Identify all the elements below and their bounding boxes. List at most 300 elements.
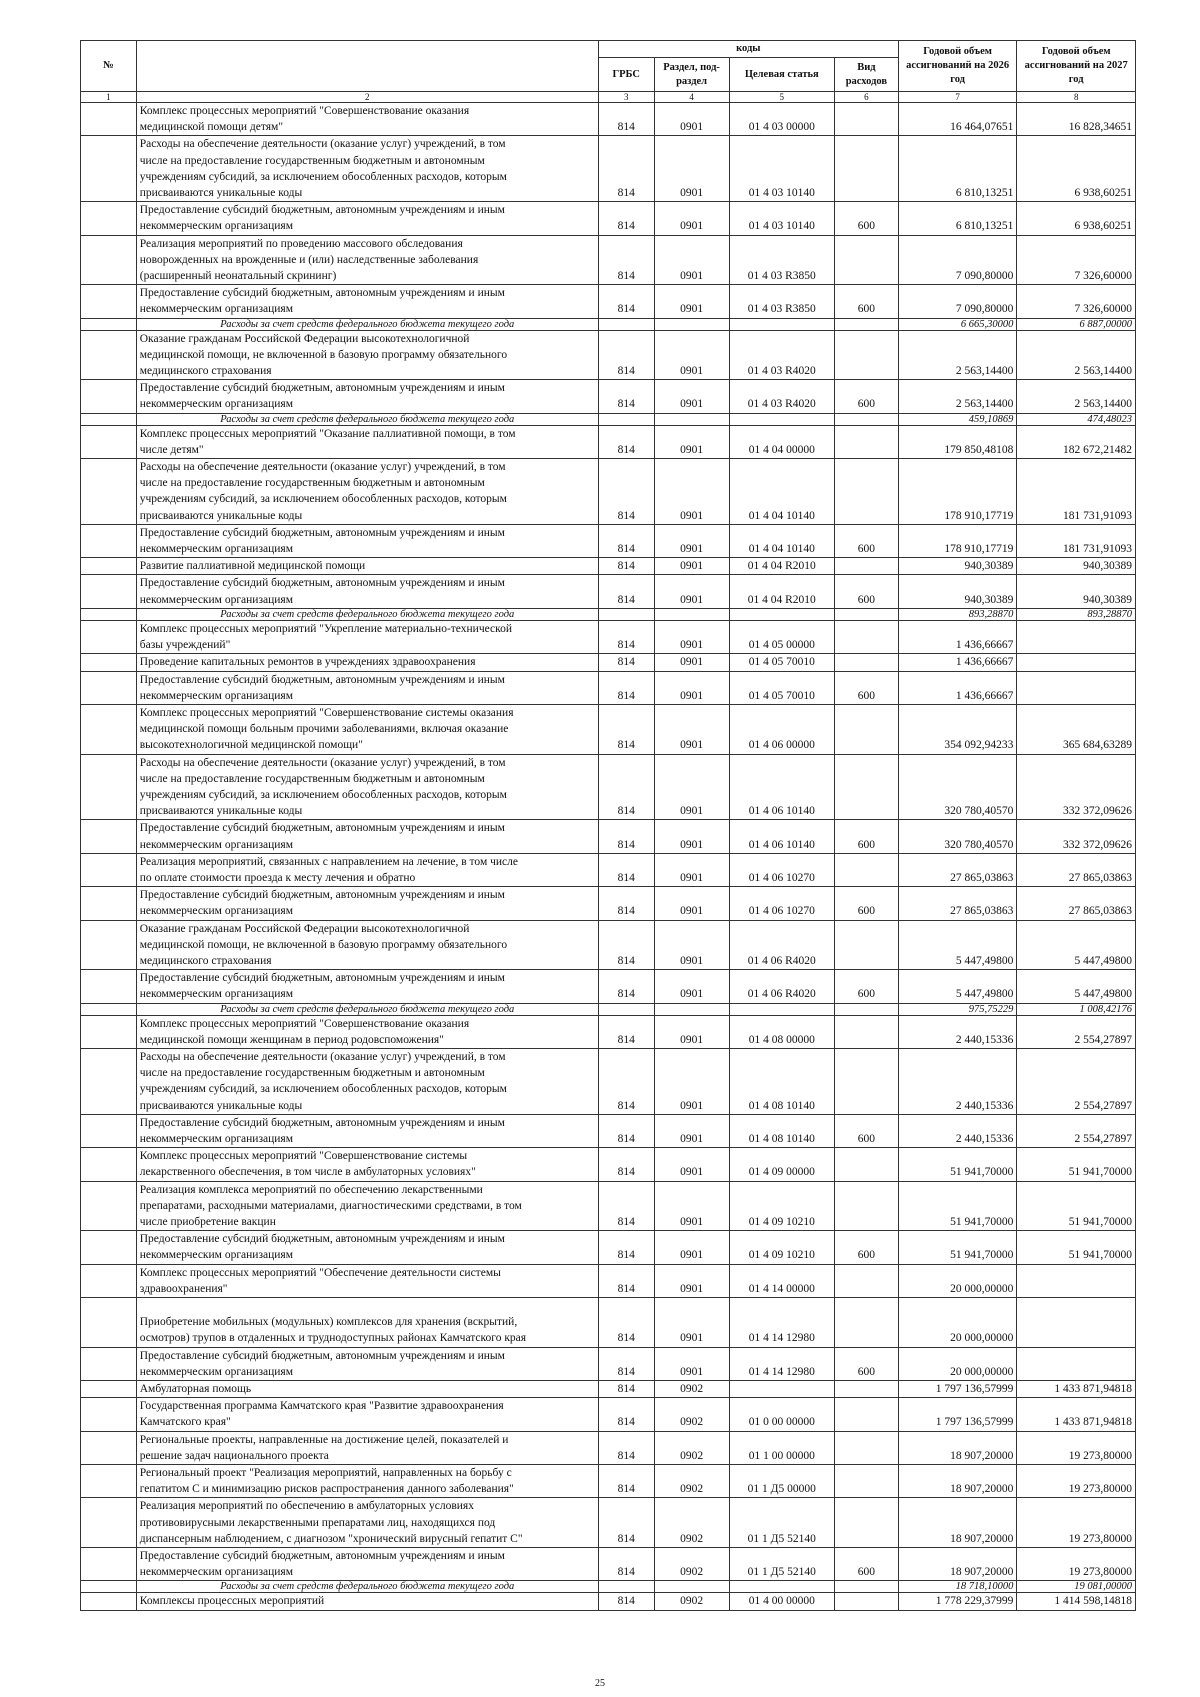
row-grbs-cell: 814 — [598, 1398, 654, 1431]
row-amount-2027-cell: 16 828,34651 — [1017, 103, 1136, 136]
row-number-cell — [81, 1581, 137, 1593]
row-amount-2027-cell: 51 941,70000 — [1017, 1148, 1136, 1181]
row-amount-2027-cell: 19 273,80000 — [1017, 1431, 1136, 1464]
row-grbs-cell: 814 — [598, 575, 654, 608]
table-row — [81, 704, 1136, 754]
row-amount-2027-cell: 332 372,09626 — [1017, 754, 1136, 820]
row-number-cell — [81, 920, 137, 970]
row-amount-2027-cell: 365 684,63289 — [1017, 704, 1136, 754]
header-2026: Годовой объем ассигнований на 2026 год — [898, 41, 1017, 92]
row-number-cell — [81, 887, 137, 920]
row-amount-2027-cell: 7 326,60000 — [1017, 285, 1136, 318]
row-section-cell: 0901 — [654, 558, 729, 575]
row-section-cell: 0901 — [654, 235, 729, 285]
row-amount-2026-cell: 179 850,48108 — [898, 425, 1017, 458]
row-name-cell: Комплекс процессных мероприятий "Совершенствование системы оказания медицинской помощи больным прочими заболеваниями, включая оказание высокотехнологичной медицинской помощи" — [136, 704, 598, 754]
row-number-cell — [81, 820, 137, 853]
row-amount-2026-cell: 18 907,20000 — [898, 1465, 1017, 1498]
row-target-cell: 01 4 06 R4020 — [729, 970, 834, 1003]
column-number: 3 — [598, 92, 654, 103]
row-target-cell: 01 4 06 10140 — [729, 754, 834, 820]
row-amount-2026-cell: 1 797 136,57999 — [898, 1398, 1017, 1431]
row-exp-type-cell — [834, 1465, 898, 1498]
row-name-cell: Предоставление субсидий бюджетным, автономным учреждениям и иным некоммерческим организациям — [136, 887, 598, 920]
row-grbs-cell: 814 — [598, 1465, 654, 1498]
row-section-cell: 0901 — [654, 380, 729, 413]
header-target: Целевая статья — [729, 58, 834, 92]
row-amount-2027-cell: 27 865,03863 — [1017, 853, 1136, 886]
row-grbs-cell: 814 — [598, 1231, 654, 1264]
row-name-cell: Государственная программа Камчатского края "Развитие здравоохранения Камчатского края" — [136, 1398, 598, 1431]
row-number-cell — [81, 1498, 137, 1548]
row-name-cell: Амбулаторная помощь — [136, 1381, 598, 1398]
row-name-cell: Реализация мероприятий, связанных с направлением на лечение, в том числе по оплате стоимости проезда к месту лечения и обратно — [136, 853, 598, 886]
row-target-cell: 01 1 00 00000 — [729, 1431, 834, 1464]
row-exp-type-cell — [834, 1498, 898, 1548]
row-amount-2026-cell: 5 447,49800 — [898, 920, 1017, 970]
row-target-cell: 01 4 05 00000 — [729, 620, 834, 653]
table-row — [81, 1264, 1136, 1297]
row-name-cell: Предоставление субсидий бюджетным, автономным учреждениям и иным некоммерческим организациям — [136, 1114, 598, 1147]
row-target-cell — [729, 1003, 834, 1015]
table-row — [81, 1114, 1136, 1147]
row-amount-2026-cell: 16 464,07651 — [898, 103, 1017, 136]
row-target-cell — [729, 608, 834, 620]
header-exp-type: Вид расходов — [834, 58, 898, 92]
row-name-cell: Предоставление субсидий бюджетным, автономным учреждениям и иным некоммерческим организациям — [136, 202, 598, 235]
row-amount-2027-cell — [1017, 654, 1136, 671]
row-name-cell: Расходы на обеспечение деятельности (оказание услуг) учреждений, в том числе на предоставление государственным бюджетным и автономным учреждениям субсидий, за исключением обособленных расходов, которым присваиваются уникальные коды — [136, 136, 598, 202]
row-grbs-cell: 814 — [598, 1114, 654, 1147]
row-section-cell: 0901 — [654, 1048, 729, 1114]
row-amount-2026-cell: 2 440,15336 — [898, 1048, 1017, 1114]
table-row — [81, 1015, 1136, 1048]
row-exp-type-cell — [834, 704, 898, 754]
row-number-cell — [81, 1593, 137, 1610]
row-amount-2026-cell: 27 865,03863 — [898, 887, 1017, 920]
row-amount-2026-cell: 2 563,14400 — [898, 330, 1017, 380]
row-exp-type-cell: 600 — [834, 380, 898, 413]
table-row — [81, 1181, 1136, 1231]
table-row — [81, 1465, 1136, 1498]
row-target-cell: 01 4 03 10140 — [729, 136, 834, 202]
row-target-cell: 01 4 03 R4020 — [729, 380, 834, 413]
table-row — [81, 1548, 1136, 1581]
row-exp-type-cell — [834, 1593, 898, 1610]
row-grbs-cell — [598, 1003, 654, 1015]
row-target-cell: 01 4 14 12980 — [729, 1298, 834, 1348]
row-name-cell: Предоставление субсидий бюджетным, автономным учреждениям и иным некоммерческим организациям — [136, 820, 598, 853]
row-amount-2026-cell: 1 778 229,37999 — [898, 1593, 1017, 1610]
row-name-cell: Предоставление субсидий бюджетным, автономным учреждениям и иным некоммерческим организациям — [136, 1347, 598, 1380]
column-number: 4 — [654, 92, 729, 103]
column-number: 1 — [81, 92, 137, 103]
row-name-cell: Расходы за счет средств федерального бюджета текущего года — [136, 413, 598, 425]
row-number-cell — [81, 103, 137, 136]
table-row — [81, 425, 1136, 458]
row-exp-type-cell: 600 — [834, 671, 898, 704]
row-number-cell — [81, 136, 137, 202]
row-target-cell: 01 4 06 00000 — [729, 704, 834, 754]
row-exp-type-cell: 600 — [834, 575, 898, 608]
row-target-cell: 01 0 00 00000 — [729, 1398, 834, 1431]
row-section-cell: 0901 — [654, 330, 729, 380]
row-number-cell — [81, 970, 137, 1003]
row-amount-2027-cell: 6 887,00000 — [1017, 318, 1136, 330]
row-number-cell — [81, 1431, 137, 1464]
row-grbs-cell: 814 — [598, 1593, 654, 1610]
row-name-cell: Расходы за счет средств федерального бюджета текущего года — [136, 1581, 598, 1593]
row-section-cell — [654, 413, 729, 425]
row-target-cell — [729, 318, 834, 330]
row-grbs-cell: 814 — [598, 459, 654, 525]
row-grbs-cell: 814 — [598, 1431, 654, 1464]
row-section-cell: 0901 — [654, 754, 729, 820]
row-amount-2026-cell: 18 718,10000 — [898, 1581, 1017, 1593]
row-name-cell: Предоставление субсидий бюджетным, автономным учреждениям и иным некоммерческим организациям — [136, 1548, 598, 1581]
table-row — [81, 887, 1136, 920]
row-amount-2026-cell: 178 910,17719 — [898, 459, 1017, 525]
row-exp-type-cell — [834, 608, 898, 620]
row-grbs-cell: 814 — [598, 1381, 654, 1398]
row-target-cell — [729, 413, 834, 425]
row-amount-2026-cell: 6 810,13251 — [898, 202, 1017, 235]
row-section-cell: 0901 — [654, 671, 729, 704]
row-grbs-cell: 814 — [598, 887, 654, 920]
row-amount-2026-cell: 1 797 136,57999 — [898, 1381, 1017, 1398]
budget-table — [80, 40, 1136, 1611]
row-name-cell: Региональные проекты, направленные на достижение целей, показателей и решение задач национального проекта — [136, 1431, 598, 1464]
row-number-cell — [81, 1181, 137, 1231]
row-target-cell: 01 4 14 00000 — [729, 1264, 834, 1297]
row-section-cell — [654, 1581, 729, 1593]
row-number-cell — [81, 1148, 137, 1181]
row-name-cell: Реализация мероприятий по обеспечению в амбулаторных условиях противовирусными лекарственными препаратами лиц, находящихся под диспансерным наблюдением, с диагнозом "хронический вирусный гепатит С" — [136, 1498, 598, 1548]
row-amount-2026-cell: 20 000,00000 — [898, 1264, 1017, 1297]
row-amount-2026-cell: 18 907,20000 — [898, 1431, 1017, 1464]
row-section-cell: 0901 — [654, 887, 729, 920]
row-amount-2027-cell: 1 008,42176 — [1017, 1003, 1136, 1015]
table-row — [81, 136, 1136, 202]
row-name-cell: Предоставление субсидий бюджетным, автономным учреждениям и иным некоммерческим организациям — [136, 380, 598, 413]
row-amount-2026-cell: 18 907,20000 — [898, 1548, 1017, 1581]
table-row — [81, 524, 1136, 557]
row-section-cell — [654, 1003, 729, 1015]
row-number-cell — [81, 380, 137, 413]
row-grbs-cell: 814 — [598, 704, 654, 754]
row-name-cell: Проведение капитальных ремонтов в учреждениях здравоохранения — [136, 654, 598, 671]
table-row — [81, 1431, 1136, 1464]
row-grbs-cell: 814 — [598, 235, 654, 285]
row-name-cell: Предоставление субсидий бюджетным, автономным учреждениям и иным некоммерческим организациям — [136, 671, 598, 704]
row-amount-2026-cell: 6 665,30000 — [898, 318, 1017, 330]
row-target-cell: 01 4 03 R3850 — [729, 235, 834, 285]
row-number-cell — [81, 1015, 137, 1048]
row-section-cell: 0901 — [654, 425, 729, 458]
row-exp-type-cell: 600 — [834, 1548, 898, 1581]
row-exp-type-cell — [834, 136, 898, 202]
row-exp-type-cell — [834, 459, 898, 525]
row-amount-2027-cell: 2 554,27897 — [1017, 1114, 1136, 1147]
row-name-cell: Оказание гражданам Российской Федерации высокотехнологичной медицинской помощи, не включенной в базовую программу обязательного медицинского страхования — [136, 330, 598, 380]
row-amount-2027-cell: 19 273,80000 — [1017, 1465, 1136, 1498]
row-target-cell: 01 4 14 12980 — [729, 1347, 834, 1380]
row-section-cell: 0902 — [654, 1465, 729, 1498]
row-exp-type-cell: 600 — [834, 820, 898, 853]
row-section-cell: 0901 — [654, 1015, 729, 1048]
row-section-cell: 0901 — [654, 853, 729, 886]
table-row — [81, 654, 1136, 671]
row-section-cell: 0901 — [654, 820, 729, 853]
row-number-cell — [81, 1548, 137, 1581]
row-number-cell — [81, 704, 137, 754]
row-number-cell — [81, 330, 137, 380]
row-amount-2026-cell: 27 865,03863 — [898, 853, 1017, 886]
header-section: Раздел, под-раздел — [654, 58, 729, 92]
row-exp-type-cell: 600 — [834, 1347, 898, 1380]
table-row — [81, 1498, 1136, 1548]
row-number-cell — [81, 671, 137, 704]
row-name-cell: Комплексы процессных мероприятий — [136, 1593, 598, 1610]
row-exp-type-cell — [834, 1148, 898, 1181]
row-name-cell: Расходы на обеспечение деятельности (оказание услуг) учреждений, в том числе на предоставление государственным бюджетным и автономным учреждениям субсидий, за исключением обособленных расходов, которым присваиваются уникальные коды — [136, 459, 598, 525]
row-grbs-cell: 814 — [598, 1015, 654, 1048]
row-name-cell: Комплекс процессных мероприятий "Обеспечение деятельности системы здравоохранения" — [136, 1264, 598, 1297]
row-name-cell: Комплекс процессных мероприятий "Совершенствование оказания медицинской помощи женщинам в период родовспоможения" — [136, 1015, 598, 1048]
row-exp-type-cell — [834, 754, 898, 820]
table-row — [81, 1398, 1136, 1431]
row-target-cell: 01 4 06 10140 — [729, 820, 834, 853]
row-amount-2026-cell: 459,10869 — [898, 413, 1017, 425]
row-number-cell — [81, 413, 137, 425]
row-target-cell: 01 4 04 R2010 — [729, 575, 834, 608]
column-number: 7 — [898, 92, 1017, 103]
row-grbs-cell: 814 — [598, 103, 654, 136]
row-grbs-cell: 814 — [598, 1181, 654, 1231]
row-number-cell — [81, 318, 137, 330]
table-row — [81, 380, 1136, 413]
row-target-cell: 01 4 03 10140 — [729, 202, 834, 235]
row-grbs-cell — [598, 318, 654, 330]
header-codes: коды — [598, 41, 898, 58]
row-number-cell — [81, 558, 137, 575]
row-exp-type-cell — [834, 1298, 898, 1348]
row-section-cell — [654, 318, 729, 330]
row-section-cell: 0902 — [654, 1498, 729, 1548]
row-number-cell — [81, 524, 137, 557]
row-number-cell — [81, 1347, 137, 1380]
row-name-cell: Комплекс процессных мероприятий "Укрепление материально-технической базы учреждений" — [136, 620, 598, 653]
row-number-cell — [81, 285, 137, 318]
row-amount-2026-cell: 2 440,15336 — [898, 1015, 1017, 1048]
row-target-cell: 01 4 05 70010 — [729, 671, 834, 704]
row-section-cell: 0901 — [654, 920, 729, 970]
row-target-cell: 01 1 Д5 52140 — [729, 1548, 834, 1581]
row-section-cell: 0901 — [654, 285, 729, 318]
table-row — [81, 1593, 1136, 1610]
row-amount-2027-cell: 182 672,21482 — [1017, 425, 1136, 458]
row-grbs-cell: 814 — [598, 1264, 654, 1297]
row-name-cell: Развитие паллиативной медицинской помощи — [136, 558, 598, 575]
row-target-cell: 01 4 00 00000 — [729, 1593, 834, 1610]
row-target-cell: 01 1 Д5 52140 — [729, 1498, 834, 1548]
row-amount-2027-cell: 332 372,09626 — [1017, 820, 1136, 853]
row-target-cell: 01 4 03 00000 — [729, 103, 834, 136]
column-number: 5 — [729, 92, 834, 103]
row-exp-type-cell — [834, 1381, 898, 1398]
row-target-cell: 01 4 08 10140 — [729, 1114, 834, 1147]
row-exp-type-cell — [834, 235, 898, 285]
row-grbs-cell: 814 — [598, 654, 654, 671]
row-amount-2026-cell: 20 000,00000 — [898, 1347, 1017, 1380]
row-section-cell: 0902 — [654, 1593, 729, 1610]
row-amount-2027-cell: 19 273,80000 — [1017, 1498, 1136, 1548]
row-exp-type-cell — [834, 1264, 898, 1297]
row-grbs-cell: 814 — [598, 558, 654, 575]
row-amount-2027-cell: 7 326,60000 — [1017, 235, 1136, 285]
row-section-cell: 0901 — [654, 1264, 729, 1297]
row-amount-2026-cell: 51 941,70000 — [898, 1231, 1017, 1264]
row-number-cell — [81, 575, 137, 608]
row-exp-type-cell — [834, 1431, 898, 1464]
row-amount-2026-cell: 320 780,40570 — [898, 820, 1017, 853]
table-row — [81, 1148, 1136, 1181]
row-name-cell: Реализация комплекса мероприятий по обеспечению лекарственными препаратами, расходными материалами, диагностическими средствами, в том числе приобретение вакцин — [136, 1181, 598, 1231]
row-amount-2027-cell: 2 554,27897 — [1017, 1015, 1136, 1048]
row-number-cell — [81, 202, 137, 235]
row-grbs-cell: 814 — [598, 1498, 654, 1548]
row-amount-2026-cell: 7 090,80000 — [898, 285, 1017, 318]
table-row — [81, 330, 1136, 380]
row-target-cell: 01 1 Д5 00000 — [729, 1465, 834, 1498]
row-grbs-cell: 814 — [598, 754, 654, 820]
table-row — [81, 235, 1136, 285]
row-amount-2027-cell: 940,30389 — [1017, 558, 1136, 575]
row-grbs-cell: 814 — [598, 136, 654, 202]
row-amount-2027-cell: 2 563,14400 — [1017, 380, 1136, 413]
row-number-cell — [81, 853, 137, 886]
row-amount-2027-cell: 1 433 871,94818 — [1017, 1398, 1136, 1431]
row-grbs-cell: 814 — [598, 1347, 654, 1380]
budget-page — [80, 40, 1136, 1611]
row-amount-2026-cell: 893,28870 — [898, 608, 1017, 620]
row-exp-type-cell: 600 — [834, 202, 898, 235]
row-number-cell — [81, 608, 137, 620]
row-number-cell — [81, 1465, 137, 1498]
row-section-cell: 0901 — [654, 103, 729, 136]
row-grbs-cell: 814 — [598, 820, 654, 853]
row-amount-2026-cell: 5 447,49800 — [898, 970, 1017, 1003]
row-number-cell — [81, 654, 137, 671]
row-amount-2027-cell: 181 731,91093 — [1017, 459, 1136, 525]
row-name-cell: Предоставление субсидий бюджетным, автономным учреждениям и иным некоммерческим организациям — [136, 524, 598, 557]
row-section-cell: 0901 — [654, 1114, 729, 1147]
row-section-cell: 0901 — [654, 654, 729, 671]
row-exp-type-cell — [834, 330, 898, 380]
row-grbs-cell: 814 — [598, 920, 654, 970]
row-name-cell: Расходы на обеспечение деятельности (оказание услуг) учреждений, в том числе на предоставление государственным бюджетным и автономным учреждениям субсидий, за исключением обособленных расходов, которым присваиваются уникальные коды — [136, 754, 598, 820]
row-number-cell — [81, 459, 137, 525]
row-section-cell: 0901 — [654, 575, 729, 608]
row-grbs-cell: 814 — [598, 1548, 654, 1581]
row-grbs-cell: 814 — [598, 330, 654, 380]
row-amount-2027-cell — [1017, 1347, 1136, 1380]
row-number-cell — [81, 1048, 137, 1114]
federal-budget-row — [81, 1581, 1136, 1593]
row-target-cell: 01 4 09 10210 — [729, 1181, 834, 1231]
row-exp-type-cell — [834, 425, 898, 458]
row-amount-2026-cell: 354 092,94233 — [898, 704, 1017, 754]
row-grbs-cell: 814 — [598, 285, 654, 318]
row-grbs-cell: 814 — [598, 970, 654, 1003]
row-name-cell: Комплекс процессных мероприятий "Совершенствование оказания медицинской помощи детям" — [136, 103, 598, 136]
table-row — [81, 1347, 1136, 1380]
row-grbs-cell: 814 — [598, 1298, 654, 1348]
row-amount-2027-cell: 27 865,03863 — [1017, 887, 1136, 920]
row-target-cell — [729, 1381, 834, 1398]
row-amount-2027-cell: 6 938,60251 — [1017, 136, 1136, 202]
row-section-cell — [654, 608, 729, 620]
row-amount-2026-cell: 178 910,17719 — [898, 524, 1017, 557]
row-amount-2027-cell — [1017, 1264, 1136, 1297]
row-section-cell: 0902 — [654, 1398, 729, 1431]
row-name-cell: Расходы за счет средств федерального бюджета текущего года — [136, 318, 598, 330]
row-section-cell: 0901 — [654, 202, 729, 235]
row-exp-type-cell — [834, 1003, 898, 1015]
row-number-cell — [81, 1264, 137, 1297]
column-number: 8 — [1017, 92, 1136, 103]
row-target-cell — [729, 1581, 834, 1593]
table-row — [81, 459, 1136, 525]
row-amount-2027-cell: 893,28870 — [1017, 608, 1136, 620]
row-amount-2027-cell: 19 273,80000 — [1017, 1548, 1136, 1581]
row-section-cell: 0901 — [654, 1231, 729, 1264]
table-row — [81, 920, 1136, 970]
row-amount-2026-cell: 6 810,13251 — [898, 136, 1017, 202]
row-number-cell — [81, 1298, 137, 1348]
row-amount-2026-cell: 51 941,70000 — [898, 1148, 1017, 1181]
row-target-cell: 01 4 05 70010 — [729, 654, 834, 671]
row-grbs-cell — [598, 1581, 654, 1593]
row-target-cell: 01 4 04 R2010 — [729, 558, 834, 575]
row-target-cell: 01 4 06 R4020 — [729, 920, 834, 970]
row-name-cell: Расходы за счет средств федерального бюджета текущего года — [136, 1003, 598, 1015]
row-amount-2026-cell: 18 907,20000 — [898, 1498, 1017, 1548]
row-amount-2026-cell: 2 563,14400 — [898, 380, 1017, 413]
row-section-cell: 0901 — [654, 704, 729, 754]
row-section-cell: 0901 — [654, 620, 729, 653]
row-amount-2027-cell — [1017, 1298, 1136, 1348]
row-target-cell: 01 4 04 10140 — [729, 524, 834, 557]
row-number-cell — [81, 620, 137, 653]
row-amount-2027-cell: 1 414 598,14818 — [1017, 1593, 1136, 1610]
row-grbs-cell — [598, 608, 654, 620]
row-amount-2027-cell: 19 081,00000 — [1017, 1581, 1136, 1593]
row-grbs-cell — [598, 413, 654, 425]
row-name-cell: Предоставление субсидий бюджетным, автономным учреждениям и иным некоммерческим организациям — [136, 285, 598, 318]
row-target-cell: 01 4 04 10140 — [729, 459, 834, 525]
row-amount-2026-cell: 975,75229 — [898, 1003, 1017, 1015]
row-exp-type-cell — [834, 103, 898, 136]
row-amount-2027-cell: 5 447,49800 — [1017, 970, 1136, 1003]
row-target-cell: 01 4 03 R4020 — [729, 330, 834, 380]
row-section-cell: 0901 — [654, 1181, 729, 1231]
row-amount-2026-cell: 940,30389 — [898, 558, 1017, 575]
row-amount-2027-cell: 474,48023 — [1017, 413, 1136, 425]
table-row — [81, 620, 1136, 653]
row-exp-type-cell: 600 — [834, 887, 898, 920]
federal-budget-row — [81, 318, 1136, 330]
